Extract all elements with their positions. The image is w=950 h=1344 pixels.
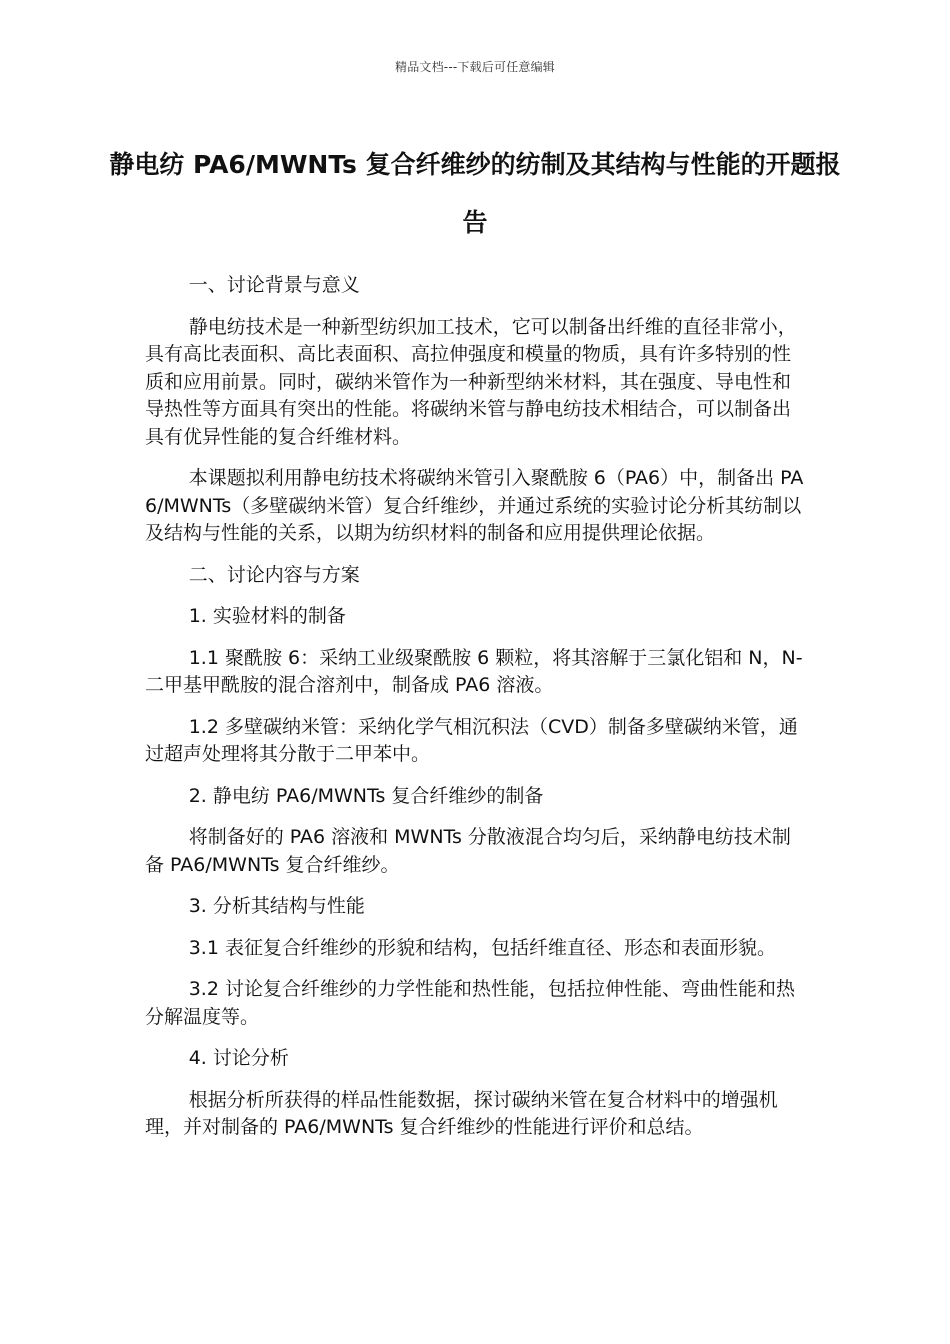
subheading-electrospinning: 2. 静电纺 PA6/MWNTs 复合纤维纱的制备	[188, 784, 544, 807]
document-body	[145, 272, 807, 1156]
paragraph-electrospinning: 将制备好的 PA6 溶液和 MWNTs 分散液混合均匀后，采纳静电纺技术制备 PA6/MWNTs 复合纤维纱。	[145, 826, 791, 876]
item-morphology: 3.1 表征复合纤维纱的形貌和结构，包括纤维直径、形态和表面形貌。	[188, 936, 776, 959]
subheading-structure: 3. 分析其结构与性能	[188, 895, 365, 917]
section-heading-background: 一、讨论背景与意义	[188, 274, 360, 296]
subheading-analysis: 4. 讨论分析	[188, 1047, 289, 1069]
item-pa6: 1.1 聚酰胺 6：采纳工业级聚酰胺 6 颗粒，将其溶解于三氯化铝和 N，N-二甲基甲酰胺的混合溶剂中，制备成 PA6 溶液。	[145, 646, 803, 696]
paragraph-background-1: 静电纺技术是一种新型纺织加工技术，它可以制备出纤维的直径非常小，具有高比表面积、高比表面积、高拉伸强度和模量的物质，具有许多特别的性质和应用前景。同时，碳纳米管作为一种新型纳米材料，其在强度、导电性和导热性等方面具有突出的性能。将碳纳米管与静电纺技术相结合，可以制备出具有优异性能的复合纤维材料。	[145, 315, 797, 448]
paragraph-analysis: 根据分析所获得的样品性能数据，探讨碳纳米管在复合材料中的增强机理，并对制备的 PA6/MWNTs 复合纤维纱的性能进行评价和总结。	[145, 1088, 778, 1138]
subheading-materials: 1. 实验材料的制备	[188, 605, 346, 627]
section-heading-content: 二、讨论内容与方案	[188, 563, 360, 586]
header-watermark: 精品文档---下载后可任意编辑	[395, 60, 555, 74]
paragraph-background-2: 本课题拟利用静电纺技术将碳纳米管引入聚酰胺 6（PA6）中，制备出 PA6/MWNTs（多壁碳纳米管）复合纤维纱，并通过系统的实验讨论分析其纺制以及结构与性能的关系，以期为纺织材料的制备和应用提供理论依据。	[145, 467, 804, 544]
item-properties: 3.2 讨论复合纤维纱的力学性能和热性能，包括拉伸性能、弯曲性能和热分解温度等。	[145, 978, 795, 1028]
item-mwnts: 1.2 多壁碳纳米管：采纳化学气相沉积法（CVD）制备多壁碳纳米管，通过超声处理将其分散于二甲苯中。	[145, 715, 798, 765]
document-title: 静电纺 PA6/MWNTs 复合纤维纱的纺制及其结构与性能的开题报告	[109, 150, 841, 237]
